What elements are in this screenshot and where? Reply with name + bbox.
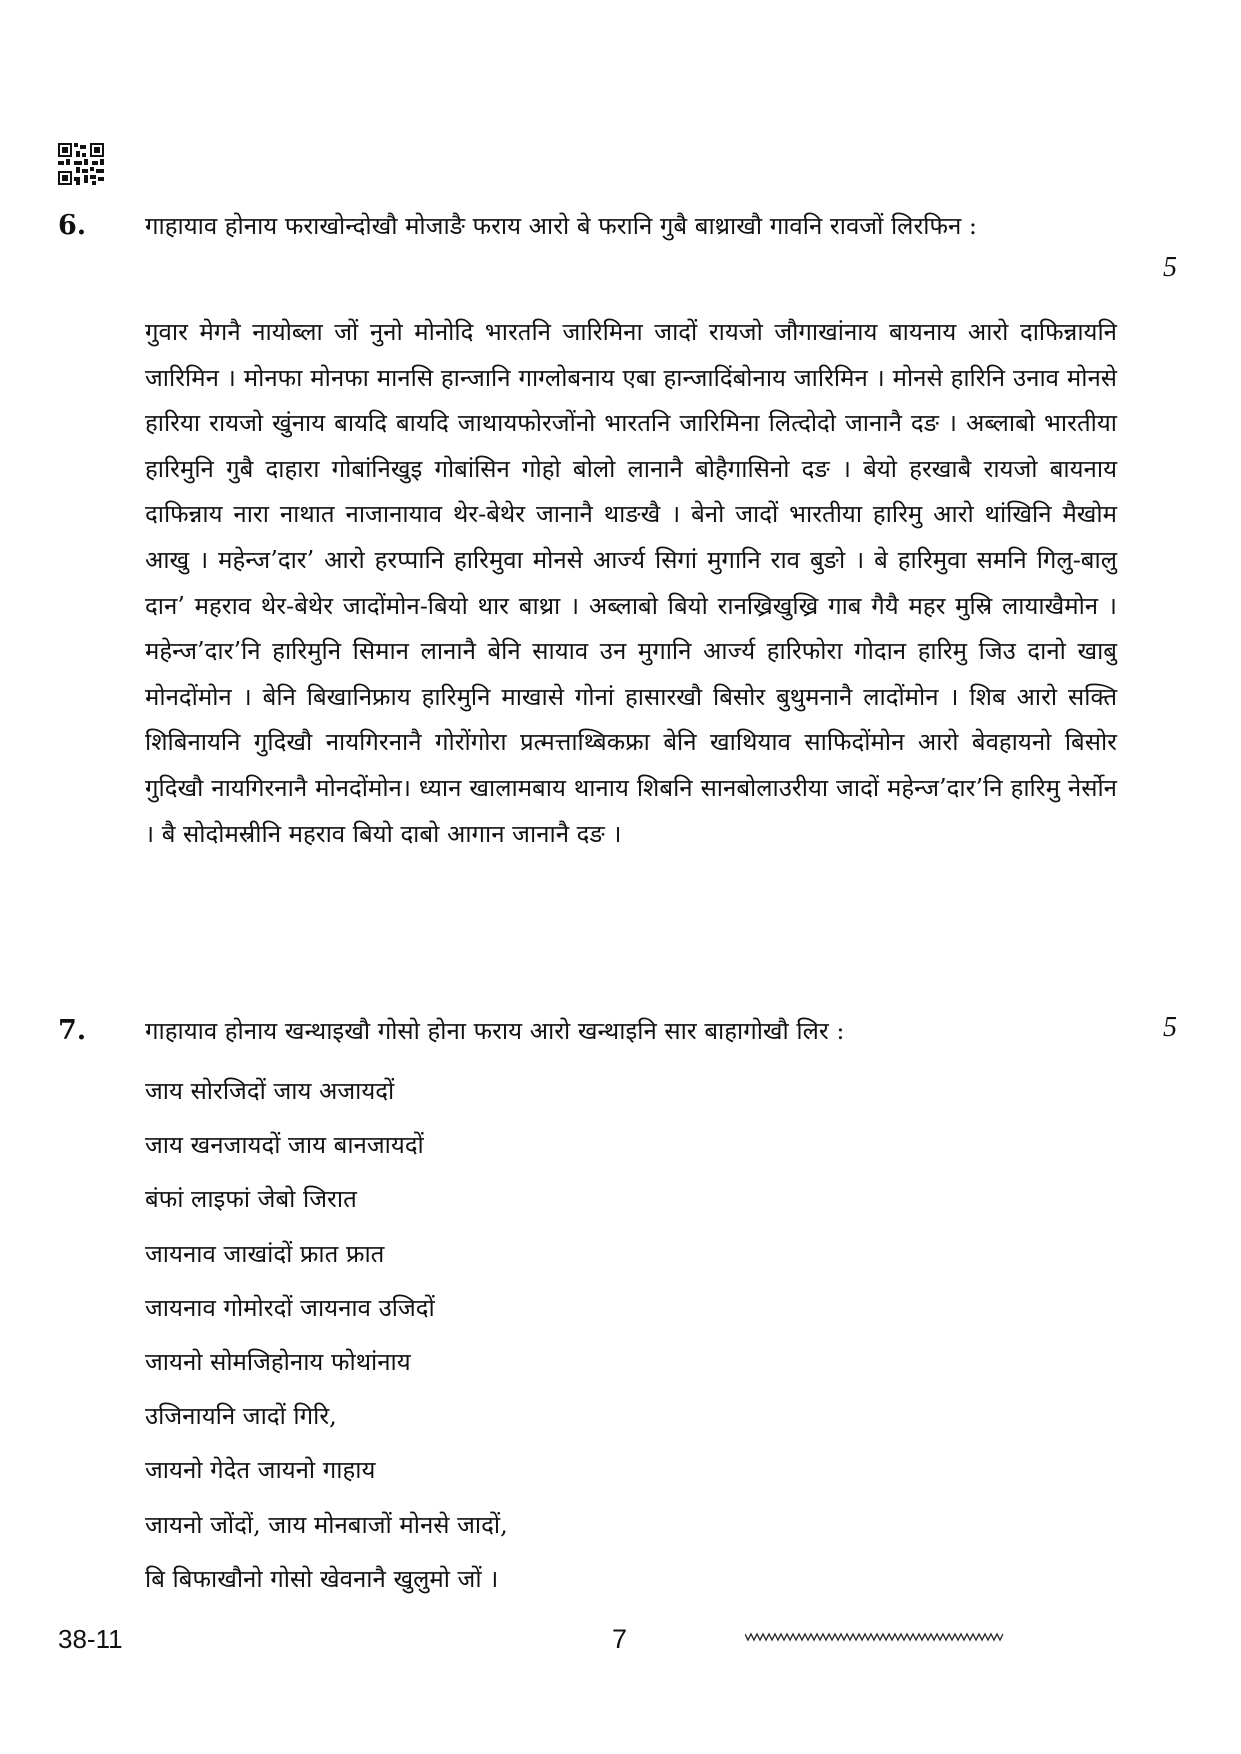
poem-line: जाय सोरजिदों जाय अजायदों xyxy=(145,1077,395,1105)
question-6-instruction: गाहायाव होनाय फराखोन्दोखौ मोजाङै फराय आरो बे फरानि गुबै बाथ्राखौ गावनि रावजों लिरफिन : xyxy=(145,212,978,240)
poem-line: जायनो जोंदों, जाय मोनबाजों मोनसे जादों, xyxy=(145,1510,508,1539)
poem-line: जायनाव गोमोरदों जायनाव उजिदों xyxy=(145,1293,435,1322)
question-6-marks: 5 xyxy=(1163,252,1177,283)
poem-line: जायनो गेदेत जायनो गाहाय xyxy=(145,1456,376,1485)
page-number: 7 xyxy=(612,1624,628,1654)
poem-line: जायनो सोमजिहोनाय फोथांनाय xyxy=(145,1347,411,1376)
question-7-marks: 5 xyxy=(1163,1012,1177,1043)
question-7-instruction: गाहायाव होनाय खन्थाइखौ गोसो होना फराय आरो खन्थाइनि सार बाहागोखौ लिर : xyxy=(145,1017,845,1045)
poem-line: उजिनायनि जादों गिरि, xyxy=(145,1402,337,1431)
question-7-number: 7. xyxy=(58,1015,87,1046)
poem-line: जायनाव जाखांदों फ्रात फ्रात xyxy=(145,1239,385,1268)
poem-line: बंफां लाइफां जेबो जिरात xyxy=(145,1185,357,1214)
wavy-line-decoration xyxy=(745,1630,1005,1644)
question-6-number: 6. xyxy=(58,210,87,241)
question-6-passage: गुवार मेगनै नायोब्ला जों नुनो मोनोदि भारतनि जारिमिना जादों रायजो जौगाखांनाय बायनाय आरो दाफिन्नायनि जारिमिन । मोनफा मोनफा मानसि हान्जानि गाग्लोबनाय एबा हान्जादिंबोनाय जारिमिन । मोनसे हारिनि उनाव मोनसे हारिया रायजो खुंनाय बायदि बायदि जाथायफोरजोंनो भारतनि जारिमिना लित्दोदो जानानै दङ । अब्लाबो भारतीया हारिमुनि गुबै दाहारा गोबांनिखुइ गोबांसिन गोहो बोलो लानानै बोहैगासिनो दङ । बेयो हरखाबै रायजो बायनाय दाफिन्नाय नारा नाथात नाजानायाव थेर-बेथेर जानानै थाङखै । बेनो जादों भारतीया हारिमु आरो थांखिनि मैखोम आखु । महेन्ज’दार’ आरो हरप्पानि हारिमुवा मोनसे आर्ज्य सिगां मुगानि राव बुङो । बे हारिमुवा समनि गिलु-बालु दान’ महराव थेर-बेथेर जादोंमोन-बियो थार बाथ्रा । अब्लाबो बियो रानख्रिखुख्रि गाब गैयै महर मुस्रि लायाखैमोन । महेन्ज’दार’नि हारिमुनि सिमान लानानै बेनि सायाव उन मुगानि आर्ज्य हारिफोरा गोदान हारिमु जिउ दानो खाबु मोनदोंमोन । बेनि बिखानिफ्राय हारिमुनि माखासे गोनां हासारखौ बिसोर बुथुमनानै लादोंमोन । शिब आरो सक्ति शिबिनायनि गुदिखौ नायगिरनानै गोरोंगोरा प्रत्मत्ताथ्बिकफ्रा बेनि खाथियाव साफिदोंमोन आरो बेवहायनो बिसोर गुदिखौ नायगिरनानै मोनदोंमोन। ध्यान खालामबाय थानाय शिबनि सानबोलाउरीया जादों महेन्ज’दार’नि हारिमु नेर्सोन । बै सोदोमस्रीनि महराव बियो दाबो आगान जानानै दङ । xyxy=(145,318,1117,848)
paper-code: 38-11 xyxy=(58,1624,123,1654)
poem-line: जाय खनजायदों जाय बानजायदों xyxy=(145,1131,424,1160)
qr-code-icon xyxy=(58,143,104,185)
question-7-poem xyxy=(145,1064,508,1606)
poem-line: बि बिफाखौनो गोसो खेवनानै खुलुमो जों । xyxy=(145,1564,499,1593)
